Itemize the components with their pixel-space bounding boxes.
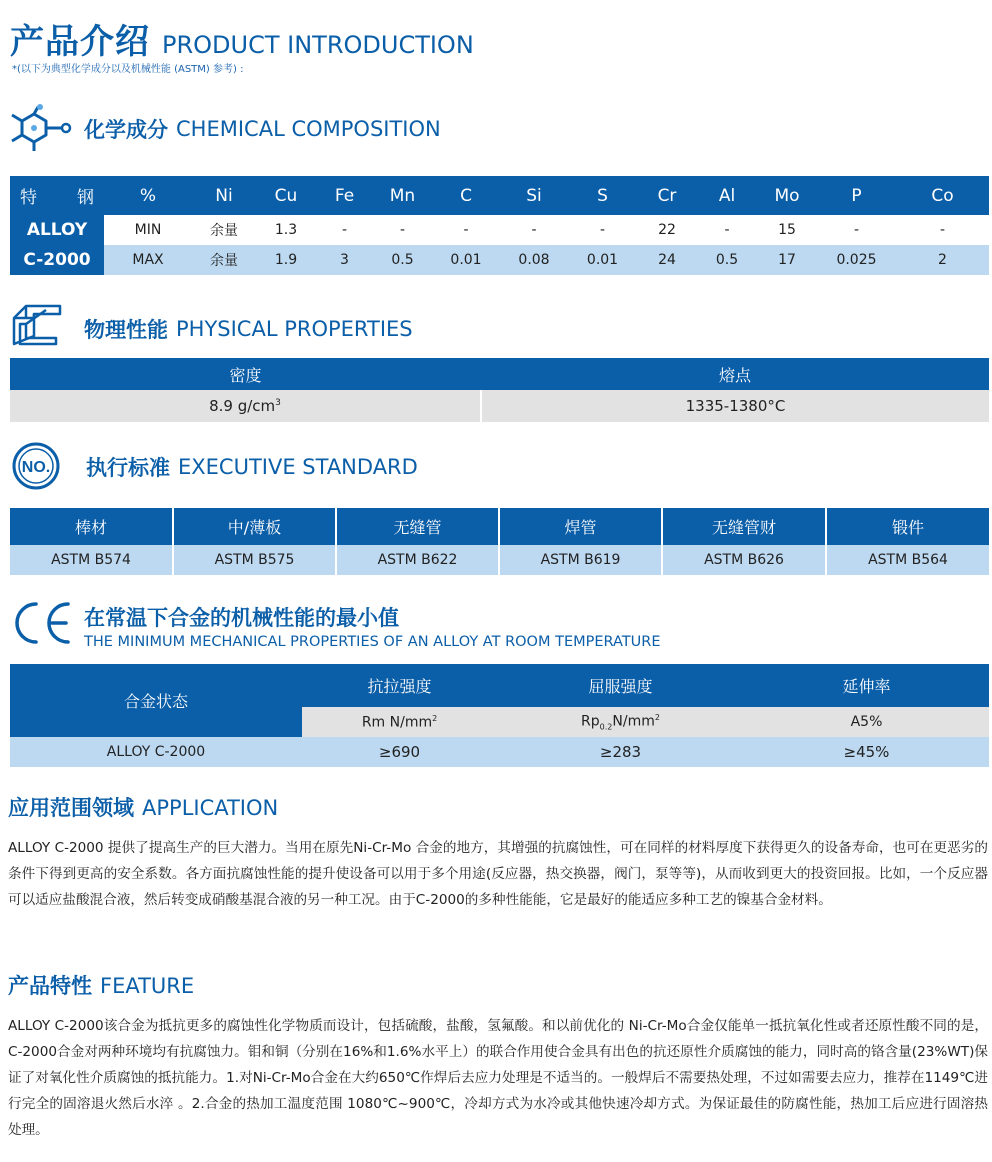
table-cell: 24	[637, 245, 697, 275]
alloy-row-label: ALLOY C-2000	[10, 737, 302, 767]
profile-beam-icon	[10, 300, 68, 348]
table-cell: 2	[896, 245, 989, 275]
table-cell: 0.01	[568, 245, 637, 275]
tensile-header: 抗拉强度	[302, 664, 497, 707]
table-cell: 1.9	[256, 245, 316, 275]
yield-unit-prefix: Rp	[581, 713, 600, 730]
physical-heading-en: PHYSICAL PROPERTIES	[176, 317, 413, 341]
standard-col-header: 锻件	[826, 508, 989, 545]
application-text: ALLOY C-2000 提供了提高生产的巨大潜力。当用在原先Ni-Cr-Mo 合金的地方，其增强的抗腐蚀性，可在同样的材料厚度下获得更久的设备寿命，也可在更恶劣的条件下得到更高的安全系数。各方面抗腐蚀性能的提升使设备可以用于多个用途(反应器，热交换器，阀门，泵等等)，从而收到更大的投资回报。比如，一个反应器可以适应盐酸混合液，然后转变成硝酸基混合液的另一种工况。由于C-2000的多种性能能，它是最好的能适应多种工艺的镍基合金材料。	[8, 840, 988, 908]
standard-col-header: 无缝管财	[662, 508, 826, 545]
table-cell: -	[373, 215, 432, 245]
chemical-col-header: Fe	[316, 176, 373, 215]
feature-heading-cn: 产品特性	[8, 974, 92, 998]
chemical-col-header: Co	[896, 176, 989, 215]
feature-heading-en: FEATURE	[100, 974, 195, 998]
table-cell: 17	[757, 245, 817, 275]
yield-header: 屈服强度	[497, 664, 744, 707]
chemical-heading-en: CHEMICAL COMPOSITION	[176, 117, 441, 141]
physical-heading	[84, 314, 413, 344]
feature-text: ALLOY C-2000该合金为抵抗更多的腐蚀性化学物质而设计，包括硫酸，盐酸，氢氟酸。和以前优化的 Ni-Cr-Mo合金仅能单一抵抗氧化性或者还原性酸不同的是，C-2000合金对两种环境均有抗腐蚀力。钼和铜（分别在16%和1.6%水平上）的联合作用使合金具有出色的抗还原性介质腐蚀的能力，同时高的铬含量(23%WT)保证了对氧化性介质腐蚀的抵抗能力。1.对Ni-Cr-Mo合金在大约650℃作焊后去应力处理是不适当的。一般焊后不需要热处理，不过如需要去应力，推荐在1149℃进行完全的固溶退火然后水淬 。2.合金的热加工温度范围 1080℃~900℃，冷却方式为水冷或其他快速冷却方式。为保证最佳的防腐性能，热加工后应进行固溶热处理。	[8, 1018, 988, 1138]
chemical-col-header: Cr	[637, 176, 697, 215]
chemical-heading	[84, 114, 441, 144]
mechanical-heading-en: THE MINIMUM MECHANICAL PROPERTIES OF AN ALLOY AT ROOM TEMPERATURE	[84, 634, 661, 650]
tensile-unit-exponent: 2	[432, 713, 438, 723]
application-heading	[8, 792, 278, 822]
standard-header-row	[10, 508, 989, 545]
yield-unit-cell	[497, 707, 744, 737]
reference-note: *(以下为典型化学成分以及机械性能 (ASTM) 参考) :	[12, 64, 244, 75]
chemical-col-header: Ni	[192, 176, 256, 215]
chemical-col-header: S	[568, 176, 637, 215]
chemical-table	[10, 176, 989, 275]
tensile-unit-cell	[302, 707, 497, 737]
table-cell: 22	[637, 215, 697, 245]
yield-unit-exponent: 2	[654, 712, 660, 722]
standard-heading-en: EXECUTIVE STANDARD	[178, 455, 418, 479]
table-cell: 余量	[192, 245, 256, 275]
table-row	[10, 390, 989, 422]
table-cell: 0.01	[432, 245, 500, 275]
table-cell: ASTM B622	[336, 545, 499, 575]
molecule-icon	[8, 104, 74, 154]
feature-heading	[8, 970, 194, 1000]
yield-value: ≥283	[497, 737, 744, 767]
application-heading-cn: 应用范围领域	[8, 796, 134, 820]
table-cell: -	[500, 215, 568, 245]
mechanical-heading	[84, 602, 661, 650]
table-cell: -	[568, 215, 637, 245]
standard-col-header: 中/薄板	[173, 508, 336, 545]
tensile-value: ≥690	[302, 737, 497, 767]
chemical-col-header: C	[432, 176, 500, 215]
yield-unit-subscript: 0.2	[599, 722, 613, 732]
alloy-label-line1: ALLOY	[10, 215, 104, 245]
page-title	[10, 14, 474, 63]
standard-col-header: 棒材	[10, 508, 173, 545]
table-cell: -	[697, 215, 757, 245]
table-cell: 余量	[192, 215, 256, 245]
table-cell: 0.5	[697, 245, 757, 275]
physical-header-row	[10, 358, 989, 390]
chemical-header-cell	[10, 176, 104, 215]
table-row	[10, 545, 989, 575]
chemical-header-row	[10, 176, 989, 215]
mechanical-header-row	[10, 664, 989, 707]
chemical-col-header: Si	[500, 176, 568, 215]
page-title-cn: 产品介绍	[10, 22, 150, 62]
no-badge-text: NO.	[21, 459, 51, 476]
page-title-en: PRODUCT INTRODUCTION	[162, 31, 474, 59]
chemical-col-header: %	[104, 176, 192, 215]
density-unit-exponent: 3	[275, 398, 281, 408]
standard-heading	[86, 452, 418, 482]
table-row	[10, 215, 989, 245]
chemical-col-header: Cu	[256, 176, 316, 215]
table-cell: -	[432, 215, 500, 245]
chemical-header-left: 特	[20, 188, 37, 208]
table-cell: -	[316, 215, 373, 245]
alloy-label-line2: C-2000	[10, 245, 104, 275]
table-cell: ASTM B575	[173, 545, 336, 575]
table-cell: 15	[757, 215, 817, 245]
mechanical-table	[10, 664, 989, 767]
density-value-cell	[10, 390, 481, 422]
table-cell: 0.025	[817, 245, 896, 275]
physical-table	[10, 358, 989, 422]
table-cell: ASTM B574	[10, 545, 173, 575]
chemical-col-header: Mo	[757, 176, 817, 215]
melting-value: 1335-1380°C	[481, 390, 989, 422]
table-cell: ASTM B619	[499, 545, 662, 575]
melting-header: 熔点	[481, 358, 989, 390]
table-cell: MAX	[104, 245, 192, 275]
elongation-value: ≥45%	[744, 737, 989, 767]
table-cell: -	[896, 215, 989, 245]
tensile-unit: Rm N/mm	[361, 714, 433, 731]
no-badge-icon	[10, 441, 62, 491]
table-cell: MIN	[104, 215, 192, 245]
physical-heading-cn: 物理性能	[84, 318, 168, 342]
mechanical-heading-cn: 在常温下合金的机械性能的最小值	[84, 606, 399, 630]
density-value: 8.9 g/cm	[209, 397, 276, 415]
yield-unit: N/mm	[612, 713, 655, 730]
chemical-col-header: Mn	[373, 176, 432, 215]
standard-col-header: 焊管	[499, 508, 662, 545]
table-cell: ASTM B564	[826, 545, 989, 575]
elongation-unit: A5%	[744, 707, 989, 737]
table-cell: ASTM B626	[662, 545, 826, 575]
chemical-heading-cn: 化学成分	[84, 118, 168, 142]
density-header: 密度	[10, 358, 481, 390]
table-row	[10, 245, 989, 275]
ce-mark-icon	[8, 598, 74, 648]
alloy-state-header: 合金状态	[10, 664, 302, 737]
chemical-col-header: P	[817, 176, 896, 215]
chemical-col-header: Al	[697, 176, 757, 215]
table-cell: 1.3	[256, 215, 316, 245]
standard-table	[10, 508, 989, 575]
chemical-header-right: 钢	[77, 188, 94, 208]
standard-heading-cn: 执行标准	[86, 456, 170, 480]
table-cell: 0.08	[500, 245, 568, 275]
table-cell: 3	[316, 245, 373, 275]
elongation-header: 延伸率	[744, 664, 989, 707]
standard-col-header: 无缝管	[336, 508, 499, 545]
table-cell: -	[817, 215, 896, 245]
table-cell: 0.5	[373, 245, 432, 275]
table-row	[10, 737, 989, 767]
application-heading-en: APPLICATION	[142, 796, 279, 820]
